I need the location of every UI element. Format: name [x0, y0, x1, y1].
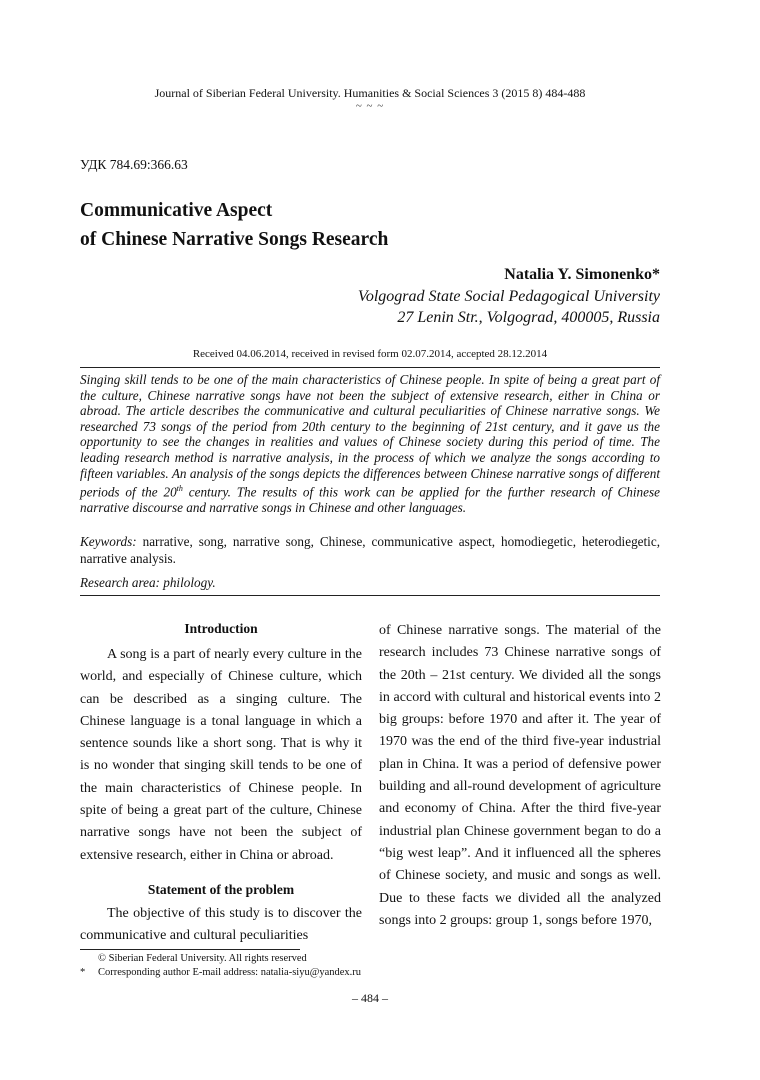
journal-header: Journal of Siberian Federal University. Humanities & Social Sciences 3 (2015 8) 484-488: [154, 86, 586, 100]
copyright-text: © Siberian Federal University. All rights reserved: [98, 953, 307, 964]
right-column-paragraph: of Chinese narrative songs. The material of the research includes 73 Chinese narrative songs of the 20th – 21st century. We divided all the songs in accord with cultural and historical events into 2 big groups: before 1970 and after it. The year of 1970 was the end of the third five-year industrial plan in China. It was a period of defensive power building and all-round development of agriculture and economy of China. After the third five-year industrial plan Chinese government began to do a “big west leap”. And it influenced all the spheres of Chinese society, and music and songs as well. Due to these facts we divided all the analyzed songs into 2 groups: group 1, songs before 1970,: [379, 623, 661, 928]
introduction-paragraph: A song is a part of nearly every culture in the world, and especially of Chinese culture, which can be described as a singing culture. The Chinese language is a tonal language in which a sentence sounds like a short song. That is why it is no wonder that singing skill tends to be one of the main characteristics of Chinese people. In spite of being a great part of the culture, Chinese narrative songs have not been the subject of extensive research, either in China or abroad.: [80, 647, 362, 863]
title-line-1: Communicative Aspect: [80, 200, 273, 221]
abstract-part-1: Singing skill tends to be one of the main characteristics of Chinese people. In spite of being a great part of the culture, Chinese narrative songs have not been the subject of extensive research, either in China or abroad. The article describes the communicative and cultural peculiarities of Chinese narrative songs. We researched 73 songs of the period from 20th century to the beginning of 21st century, and it gave us the opportunity to see the changes in realities and values of Chinese society during this period of time. The leading research method is narrative analysis, in the process of which we analyze the songs according to fifteen variables. An analysis of the songs depicts the differences between Chinese narrative songs of different periods of the 20: [80, 372, 660, 500]
problem-heading: Statement of the problem: [147, 881, 295, 897]
introduction-heading: Introduction: [184, 621, 258, 636]
page-number: – 484 –: [352, 991, 388, 1005]
author-address: 27 Lenin Str., Volgograd, 400005, Russia: [397, 309, 660, 326]
footnote-rule: [80, 949, 300, 950]
author-name: Natalia Y. Simonenko*: [504, 266, 660, 283]
article-title: [80, 196, 388, 254]
body-column-left: [80, 620, 362, 948]
copyright-footnote: [80, 953, 307, 964]
abstract-top-rule: [80, 367, 660, 368]
research-area: Research area: philology.: [80, 575, 216, 590]
problem-paragraph: The objective of this study is to discover the communicative and cultural peculiarities: [80, 905, 362, 944]
abstract-bottom-rule: [80, 595, 660, 596]
keywords: [80, 533, 660, 567]
abstract-superscript: th: [176, 484, 183, 494]
corresponding-text: Corresponding author E-mail address: natalia-siyu@yandex.ru: [98, 967, 362, 978]
keywords-label: Keywords:: [80, 534, 137, 549]
body-column-right: [379, 620, 661, 932]
title-line-2: of Chinese Narrative Songs Research: [80, 229, 389, 250]
footnote-mark: *: [80, 967, 86, 978]
keywords-text: narrative, song, narrative song, Chinese, communicative aspect, homodiegetic, heterodiegetic, narrative analysis.: [80, 534, 660, 566]
udk-code: УДК 784.69:366.63: [80, 157, 188, 172]
author-affiliation: Volgograd State Social Pedagogical University: [357, 288, 660, 305]
abstract: [80, 372, 660, 516]
corresponding-footnote: [80, 967, 361, 978]
received-dates: Received 04.06.2014, received in revised form 02.07.2014, accepted 28.12.2014: [192, 348, 548, 360]
header-separator: ~ ~ ~: [355, 100, 385, 112]
abstract-part-2: century. The results of this work can be applied for the further research of Chinese narrative discourse and narrative songs in Chinese and other languages.: [80, 484, 660, 516]
